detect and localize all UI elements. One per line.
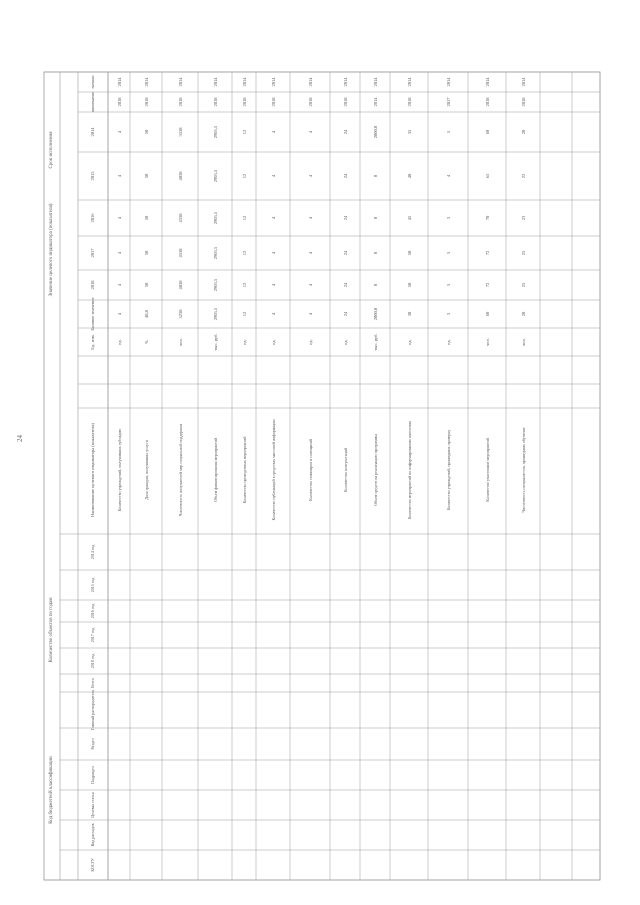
cell-base-value: 2000,0 — [373, 307, 378, 321]
cell-deadline-start: 2014 — [271, 77, 276, 87]
cell-year-value: 0 — [373, 174, 378, 178]
cell-indicator-name: Количество проведенных мероприятий — [242, 436, 247, 504]
count-col-header: 2018 год — [90, 653, 95, 669]
cell-deadline-end: 2018 — [213, 97, 218, 107]
cell-year-value: 12 — [242, 129, 247, 135]
cell-base-value: 12 — [242, 311, 247, 317]
cell-year-value: 0 — [373, 283, 378, 287]
count-col-header: 2014 год — [90, 544, 95, 560]
cell-base-value: 3238 — [178, 309, 183, 319]
budget-col-header: Раздел — [90, 738, 95, 750]
cell-indicator-name: Количество семинаров и совещаний — [308, 439, 313, 501]
cell-base-value: 24 — [343, 311, 348, 317]
group-header-deadline: Срок исполнения — [49, 131, 54, 169]
cell-deadline-end: 2014 — [373, 97, 378, 107]
cell-unit: чел. — [521, 338, 526, 346]
cell-year-value: 0 — [373, 251, 378, 255]
cell-year-value: 5 — [446, 130, 451, 134]
cell-year-value: 4 — [308, 130, 313, 134]
cell-indicator-name: Численность специалистов, прошедших обучение — [521, 427, 526, 513]
cell-year-value: 5 — [446, 283, 451, 287]
cell-year-value: 4 — [117, 130, 122, 134]
cell-year-value: 4 — [308, 216, 313, 220]
cell-year-value: 50 — [144, 173, 149, 179]
budget-col-header: КОСГУ — [90, 858, 95, 872]
cell-year-value: 24 — [343, 282, 348, 288]
cell-year-value: 4 — [117, 174, 122, 178]
cell-year-value: 65 — [485, 173, 490, 179]
cell-unit: ед. — [407, 339, 412, 345]
cell-year-value: 50 — [407, 250, 412, 256]
cell-unit: ед. — [271, 339, 276, 345]
cell-year-value: 12 — [242, 282, 247, 288]
cell-deadline-end: 2018 — [521, 97, 526, 107]
cell-base-value: 4 — [117, 312, 122, 316]
cell-deadline-end: 2017 — [446, 97, 451, 107]
cell-year-value: 4 — [117, 216, 122, 220]
cell-year-value: 40 — [407, 173, 412, 179]
cell-year-value: 12 — [242, 250, 247, 256]
cell-base-value: 4 — [308, 312, 313, 316]
cell-indicator-name: Количество участников мероприятий — [485, 438, 490, 502]
cell-base-value: 48,8 — [144, 310, 149, 318]
year-col-header: 2015 — [90, 171, 95, 181]
cell-year-value: 4 — [117, 251, 122, 255]
cell-unit: % — [144, 340, 149, 344]
cell-unit: тыс. руб. — [373, 333, 378, 351]
cell-deadline-end: 2018 — [308, 97, 313, 107]
cell-year-value: 24 — [343, 250, 348, 256]
cell-deadline-start: 2014 — [117, 77, 122, 87]
cell-deadline-end: 2018 — [242, 97, 247, 107]
deadline-col-header: окончание — [90, 92, 95, 112]
cell-year-value: 2905,5 — [213, 169, 218, 183]
cell-unit: чел. — [485, 338, 490, 346]
cell-deadline-start: 2014 — [373, 77, 378, 87]
cell-deadline-start: 2014 — [178, 77, 183, 87]
cell-year-value: 2905,5 — [213, 211, 218, 225]
cell-year-value: 0 — [373, 216, 378, 220]
cell-unit: чел. — [178, 338, 183, 346]
cell-year-value: 4 — [271, 251, 276, 255]
budget-col-header: Целевая статья — [90, 792, 95, 818]
cell-year-value: 50 — [144, 250, 149, 256]
cell-year-value: 50 — [144, 282, 149, 288]
cell-deadline-end: 2018 — [178, 97, 183, 107]
cell-indicator-name: Количество учреждений, получивших субсидию — [117, 428, 122, 512]
group-header-objects: Количество объектов по годам — [49, 597, 54, 663]
group-header-indicators: Значение целевого индикатора (показателя) — [49, 203, 54, 297]
cell-year-value: 4038 — [178, 171, 183, 181]
cell-base-value: 30 — [407, 311, 412, 317]
cell-year-value: 4 — [271, 283, 276, 287]
cell-year-value: 4338 — [178, 213, 183, 223]
cell-unit: тыс. руб. — [213, 333, 218, 351]
cell-indicator-name: Доля граждан, получивших услуги — [144, 440, 149, 500]
cell-unit: ед. — [308, 339, 313, 345]
cell-year-value: 60 — [485, 129, 490, 135]
base-col-header: Базовое значение — [90, 297, 95, 331]
table-frame — [44, 72, 600, 880]
count-col-header: 2017 год — [90, 627, 95, 643]
year-col-header: 2014 — [90, 127, 95, 137]
cell-deadline-end: 2018 — [117, 97, 122, 107]
cell-indicator-name: Численность получателей мер социальной поддержки — [178, 423, 183, 517]
count-col-header: Всего — [90, 678, 95, 688]
count-col-header: 2015 год — [90, 577, 95, 593]
cell-year-value: 25 — [521, 282, 526, 288]
cell-deadline-start: 2014 — [407, 77, 412, 87]
cell-year-value: 35 — [407, 129, 412, 135]
cell-year-value: 25 — [521, 250, 526, 256]
budget-col-header: Подраздел — [90, 766, 95, 784]
cell-year-value: 50 — [144, 215, 149, 221]
year-col-header: 2017 — [90, 248, 95, 258]
cell-deadline-start: 2014 — [213, 77, 218, 87]
cell-year-value: 24 — [343, 129, 348, 135]
cell-deadline-end: 2018 — [407, 97, 412, 107]
cell-indicator-name: Количество публикаций в средствах массовой информации — [271, 419, 276, 521]
cell-year-value: 4 — [117, 283, 122, 287]
cell-unit: ед. — [242, 339, 247, 345]
cell-deadline-end: 2018 — [343, 97, 348, 107]
cell-year-value: 45 — [407, 215, 412, 221]
cell-deadline-start: 2014 — [242, 77, 247, 87]
cell-year-value: 5 — [446, 251, 451, 255]
cell-year-value: 4 — [271, 130, 276, 134]
cell-year-value: 3 — [446, 216, 451, 220]
cell-base-value: 4 — [271, 312, 276, 316]
cell-indicator-name: Количество мероприятий по информированию населения — [407, 420, 412, 520]
budget-col-header: Главный распорядитель — [90, 689, 95, 731]
cell-indicator-name: Количество учреждений, прошедших проверку — [446, 429, 451, 511]
cell-year-value: 3538 — [178, 127, 183, 137]
cell-year-value: 24 — [343, 215, 348, 221]
count-col-header: 2016 год — [90, 603, 95, 619]
cell-year-value: 4838 — [178, 280, 183, 290]
cell-year-value: 50 — [407, 282, 412, 288]
cell-year-value: 23 — [521, 215, 526, 221]
cell-year-value: 24 — [343, 173, 348, 179]
cell-year-value: 72 — [485, 250, 490, 256]
cell-indicator-name: Объем финансирования мероприятий — [213, 437, 218, 503]
cell-year-value: 4 — [308, 283, 313, 287]
cell-year-value: 4 — [271, 174, 276, 178]
cell-year-value: 4 — [446, 174, 451, 178]
cell-deadline-start: 2014 — [485, 77, 490, 87]
cell-year-value: 72 — [485, 282, 490, 288]
cell-indicator-name: Количество консультаций — [343, 448, 348, 492]
cell-deadline-start: 2014 — [446, 77, 451, 87]
cell-unit: ед. — [446, 339, 451, 345]
cell-deadline-end: 2018 — [144, 97, 149, 107]
cell-base-value: 20 — [521, 311, 526, 317]
cell-year-value: 50 — [144, 129, 149, 135]
year-col-header: 2016 — [90, 213, 95, 223]
deadline-col-header: начало — [90, 75, 95, 89]
cell-deadline-end: 2018 — [271, 97, 276, 107]
cell-year-value: 2905,5 — [213, 246, 218, 260]
cell-year-value: 22 — [521, 173, 526, 179]
cell-indicator-name: Объем средств на реализацию программы — [373, 434, 378, 506]
cell-year-value: 4 — [308, 251, 313, 255]
cell-year-value: 4538 — [178, 248, 183, 258]
cell-deadline-start: 2014 — [144, 77, 149, 87]
budget-col-header: Вид расходов — [90, 823, 95, 847]
page-number: 24 — [16, 435, 24, 442]
cell-year-value: 20 — [521, 129, 526, 135]
cell-year-value: 4 — [308, 174, 313, 178]
cell-deadline-start: 2014 — [521, 77, 526, 87]
cell-year-value: 2905,5 — [213, 125, 218, 139]
cell-base-value: 3 — [446, 312, 451, 316]
year-col-header: 2018 — [90, 280, 95, 290]
cell-year-value: 12 — [242, 215, 247, 221]
cell-year-value: 2905,5 — [213, 278, 218, 292]
unit-col-header: Ед. изм. — [90, 334, 95, 350]
cell-year-value: 2000,0 — [373, 125, 378, 139]
cell-deadline-start: 2014 — [343, 77, 348, 87]
cell-year-value: 12 — [242, 173, 247, 179]
cell-year-value: 70 — [485, 215, 490, 221]
cell-unit: ед. — [343, 339, 348, 345]
cell-deadline-start: 2014 — [308, 77, 313, 87]
cell-deadline-end: 2018 — [485, 97, 490, 107]
cell-unit: ед. — [117, 339, 122, 345]
cell-year-value: 4 — [271, 216, 276, 220]
cell-base-value: 2905,5 — [213, 307, 218, 321]
group-header-budget: Код бюджетной классификации — [49, 756, 54, 824]
name-col-header: Наименование целевого индикатора (показателя) — [90, 422, 95, 518]
cell-base-value: 60 — [485, 311, 490, 317]
